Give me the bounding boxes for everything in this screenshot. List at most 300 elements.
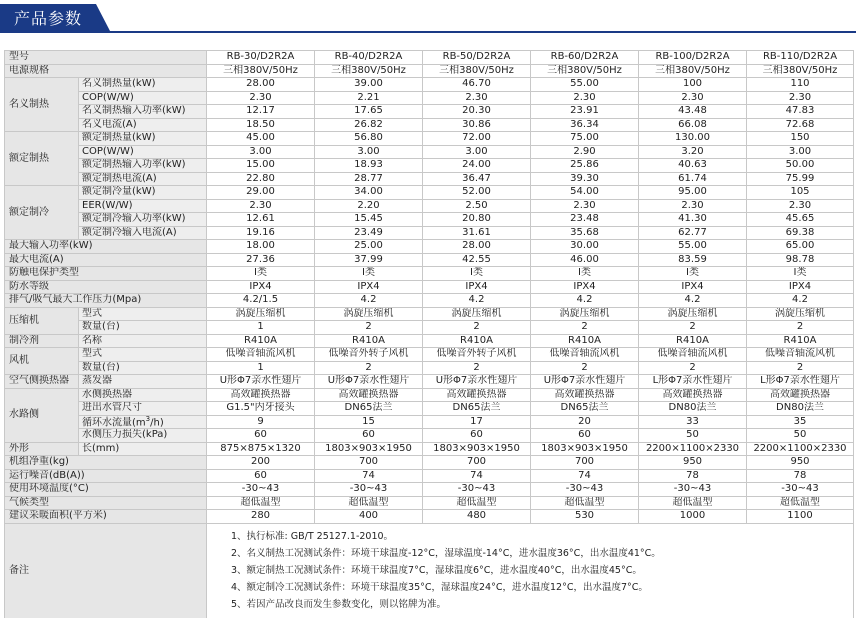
spec-value: 20.80: [423, 213, 531, 227]
spec-value: 2.30: [747, 91, 854, 105]
spec-value: L形Φ7亲水性翅片: [639, 375, 747, 389]
spec-value: 66.08: [639, 118, 747, 132]
spec-value: 60: [423, 429, 531, 443]
spec-value: 50: [747, 429, 854, 443]
spec-row: [5, 496, 854, 510]
spec-value: RB-40/D2R2A: [315, 51, 423, 65]
spec-value: 50.00: [747, 159, 854, 173]
spec-value: 480: [423, 510, 531, 524]
perf-group-2-label: 额定制冷: [5, 186, 79, 240]
spec-value: 35.68: [531, 226, 639, 240]
spec-value: 2.30: [207, 91, 315, 105]
spec-value: 100: [639, 78, 747, 92]
spec-value: I类: [315, 267, 423, 281]
spec-value: 3.00: [423, 145, 531, 159]
spec-value: 98.78: [747, 253, 854, 267]
perf-group-0-label: 名义制热: [5, 78, 79, 132]
spec-value: 23.91: [531, 105, 639, 119]
spec-value: 74: [315, 469, 423, 483]
row-label: 运行噪音(dB(A)): [5, 469, 207, 483]
spec-value: 37.99: [315, 253, 423, 267]
spec-value: 23.48: [531, 213, 639, 227]
spec-value: 2: [531, 321, 639, 335]
spec-value: 20: [531, 415, 639, 429]
spec-value: 75.00: [531, 132, 639, 146]
spec-value: -30~43: [747, 483, 854, 497]
spec-value: 33: [639, 415, 747, 429]
water-side-group-label: 水路侧: [5, 388, 79, 442]
title-underline: [0, 31, 856, 33]
row-label: 数量(台): [79, 361, 207, 375]
model-row: [5, 51, 854, 65]
spec-row: [5, 267, 854, 281]
spec-value: 超低温型: [207, 496, 315, 510]
spec-value: 2.30: [531, 91, 639, 105]
spec-value: 18.00: [207, 240, 315, 254]
spec-value: 42.55: [423, 253, 531, 267]
spec-value: 28.00: [423, 240, 531, 254]
row-label: COP(W/W): [79, 91, 207, 105]
perf-group-2-row: [5, 226, 854, 240]
spec-row: [5, 483, 854, 497]
spec-value: 高效罐换热器: [315, 388, 423, 402]
row-label: 最大输入功率(kW): [5, 240, 207, 254]
perf-group-1-label: 额定制热: [5, 132, 79, 186]
spec-value: 55.00: [639, 240, 747, 254]
spec-value: 2.30: [747, 199, 854, 213]
spec-value: 280: [207, 510, 315, 524]
spec-value: 28.00: [207, 78, 315, 92]
spec-value: RB-50/D2R2A: [423, 51, 531, 65]
spec-value: 2: [639, 361, 747, 375]
spec-value: 17: [423, 415, 531, 429]
spec-value: 875×875×1320: [207, 442, 315, 456]
spec-value: RB-30/D2R2A: [207, 51, 315, 65]
spec-row: [5, 510, 854, 524]
water-side-group-row: [5, 402, 854, 416]
spec-value: 74: [531, 469, 639, 483]
spec-value: 530: [531, 510, 639, 524]
spec-value: IPX4: [423, 280, 531, 294]
spec-value: 28.77: [315, 172, 423, 186]
row-label-sup: 3: [145, 415, 151, 423]
row-label: EER(W/W): [79, 199, 207, 213]
spec-value: 60: [207, 429, 315, 443]
spec-value: DN65法兰: [315, 402, 423, 416]
spec-value: 25.00: [315, 240, 423, 254]
spec-value: 130.00: [639, 132, 747, 146]
spec-value: 2: [531, 361, 639, 375]
spec-value: 2: [639, 321, 747, 335]
row-label: 排气/吸气最大工作压力(Mpa): [5, 294, 207, 308]
spec-value: 2.30: [639, 199, 747, 213]
spec-value: 78: [639, 469, 747, 483]
spec-row: [5, 469, 854, 483]
row-label: 防水等级: [5, 280, 207, 294]
compressor-group-row: [5, 307, 854, 321]
spec-value: 60: [315, 429, 423, 443]
spec-value: 18.93: [315, 159, 423, 173]
spec-value: G1.5"内牙接头: [207, 402, 315, 416]
section-title: 产品参数: [14, 9, 83, 28]
spec-value: 12.17: [207, 105, 315, 119]
spec-value: RB-60/D2R2A: [531, 51, 639, 65]
spec-value: -30~43: [207, 483, 315, 497]
spec-value: 高效罐换热器: [207, 388, 315, 402]
spec-value: 36.47: [423, 172, 531, 186]
spec-value: 三相380V/50Hz: [207, 64, 315, 78]
row-label: 水侧换热器: [79, 388, 207, 402]
spec-value: 35: [747, 415, 854, 429]
spec-value: 50: [639, 429, 747, 443]
spec-value: 31.61: [423, 226, 531, 240]
spec-value: IPX4: [207, 280, 315, 294]
spec-value: 22.80: [207, 172, 315, 186]
row-label: 建议采暖面积(平方米): [5, 510, 207, 524]
spec-value: IPX4: [747, 280, 854, 294]
spec-value: 低噪音轴流风机: [747, 348, 854, 362]
spec-value: 三相380V/50Hz: [747, 64, 854, 78]
spec-value: 高效罐换热器: [423, 388, 531, 402]
fan-group-row: [5, 348, 854, 362]
spec-value: I类: [747, 267, 854, 281]
water-side-group-row: [5, 429, 854, 443]
row-label: COP(W/W): [79, 145, 207, 159]
spec-value: 3.20: [639, 145, 747, 159]
spec-value: 4.2: [423, 294, 531, 308]
spec-value: 超低温型: [747, 496, 854, 510]
spec-value: 29.00: [207, 186, 315, 200]
spec-value: 高效罐换热器: [531, 388, 639, 402]
spec-value: 4.2: [747, 294, 854, 308]
spec-value: 19.16: [207, 226, 315, 240]
spec-value: R410A: [639, 334, 747, 348]
spec-value: 45.65: [747, 213, 854, 227]
spec-value: 24.00: [423, 159, 531, 173]
spec-value: 17.65: [315, 105, 423, 119]
spec-value: 61.74: [639, 172, 747, 186]
spec-value: 4.2/1.5: [207, 294, 315, 308]
spec-value: 60: [531, 429, 639, 443]
spec-value: 72.00: [423, 132, 531, 146]
spec-value: 涡旋压缩机: [315, 307, 423, 321]
spec-value: 低噪音外转子风机: [315, 348, 423, 362]
spec-value: 超低温型: [423, 496, 531, 510]
spec-value: 72.68: [747, 118, 854, 132]
compressor-group-row: [5, 321, 854, 335]
spec-value: 20.30: [423, 105, 531, 119]
refrigerant-group-row: [5, 334, 854, 348]
row-label: 额定制冷输入功率(kW): [79, 213, 207, 227]
notes-row: [5, 523, 854, 618]
spec-value: 2: [315, 321, 423, 335]
spec-value: 75.99: [747, 172, 854, 186]
spec-value: R410A: [747, 334, 854, 348]
spec-value: -30~43: [639, 483, 747, 497]
spec-value: 950: [747, 456, 854, 470]
section-header: [0, 0, 856, 32]
spec-value: 超低温型: [315, 496, 423, 510]
spec-value: I类: [207, 267, 315, 281]
spec-value: 700: [315, 456, 423, 470]
spec-value: DN65法兰: [531, 402, 639, 416]
row-label: 名义制热量(kW): [79, 78, 207, 92]
spec-value: RB-100/D2R2A: [639, 51, 747, 65]
spec-value: 4.2: [315, 294, 423, 308]
spec-value: 2.30: [207, 199, 315, 213]
spec-value: 23.49: [315, 226, 423, 240]
spec-value: 65.00: [747, 240, 854, 254]
spec-value: 26.82: [315, 118, 423, 132]
spec-value: DN80法兰: [639, 402, 747, 416]
row-label: 蒸发器: [79, 375, 207, 389]
spec-row: [5, 294, 854, 308]
spec-value: 9: [207, 415, 315, 429]
row-label: 数量(台): [79, 321, 207, 335]
water-side-group-row: [5, 388, 854, 402]
row-label: 使用环境温度(°C): [5, 483, 207, 497]
refrigerant-group-label: 制冷剂: [5, 334, 79, 348]
spec-value: 超低温型: [531, 496, 639, 510]
spec-value: I类: [423, 267, 531, 281]
perf-group-2-row: [5, 199, 854, 213]
spec-row: [5, 456, 854, 470]
perf-group-1-row: [5, 159, 854, 173]
row-label: 水侧压力损失(kPa): [79, 429, 207, 443]
row-label: 额定制热输入功率(kW): [79, 159, 207, 173]
spec-value: 2.30: [639, 91, 747, 105]
row-label: 型号: [5, 51, 207, 65]
row-label: 名义电流(A): [79, 118, 207, 132]
compressor-group-label: 压缩机: [5, 307, 79, 334]
spec-value: 4.2: [531, 294, 639, 308]
water-side-group-row: [5, 415, 854, 429]
spec-value: 三相380V/50Hz: [315, 64, 423, 78]
spec-value: 2.90: [531, 145, 639, 159]
spec-value: 47.83: [747, 105, 854, 119]
spec-value: 700: [531, 456, 639, 470]
spec-value: 低噪音轴流风机: [531, 348, 639, 362]
spec-value: DN65法兰: [423, 402, 531, 416]
spec-value: 950: [639, 456, 747, 470]
note-line: 5、若因产品改良而发生参数变化，则以铭牌为准。: [231, 599, 447, 610]
spec-value: 3.00: [207, 145, 315, 159]
spec-value: 涡旋压缩机: [747, 307, 854, 321]
spec-value: 高效罐换热器: [747, 388, 854, 402]
spec-value: 150: [747, 132, 854, 146]
spec-value: 3.00: [747, 145, 854, 159]
notes-content: [207, 523, 854, 618]
spec-value: 2.21: [315, 91, 423, 105]
spec-value: 45.00: [207, 132, 315, 146]
spec-value: 30.00: [531, 240, 639, 254]
spec-value: 39.00: [315, 78, 423, 92]
spec-value: 1100: [747, 510, 854, 524]
perf-group-0-row: [5, 78, 854, 92]
row-label: 额定制冷输入电流(A): [79, 226, 207, 240]
row-label: 型式: [79, 348, 207, 362]
fan-group-label: 风机: [5, 348, 79, 375]
spec-value: 83.59: [639, 253, 747, 267]
spec-value: 2200×1100×2330: [639, 442, 747, 456]
spec-value: 1803×903×1950: [423, 442, 531, 456]
spec-value: 36.34: [531, 118, 639, 132]
spec-table: [4, 50, 854, 618]
note-line: 1、执行标准: GB/T 25127.1-2010。: [231, 531, 394, 542]
row-label: 型式: [79, 307, 207, 321]
spec-value: R410A: [207, 334, 315, 348]
perf-group-0-row: [5, 91, 854, 105]
perf-group-1-row: [5, 172, 854, 186]
spec-value: 2: [315, 361, 423, 375]
spec-value: 43.48: [639, 105, 747, 119]
spec-value: 1803×903×1950: [315, 442, 423, 456]
spec-value: 2.30: [531, 199, 639, 213]
spec-value: 12.61: [207, 213, 315, 227]
row-label: 名称: [79, 334, 207, 348]
spec-value: 41.30: [639, 213, 747, 227]
spec-value: 三相380V/50Hz: [531, 64, 639, 78]
spec-row: [5, 280, 854, 294]
spec-value: 低噪音轴流风机: [207, 348, 315, 362]
spec-value: 15.45: [315, 213, 423, 227]
spec-value: R410A: [423, 334, 531, 348]
spec-value: 低噪音外转子风机: [423, 348, 531, 362]
row-label: 额定制热电流(A): [79, 172, 207, 186]
spec-value: 超低温型: [639, 496, 747, 510]
note-line: 2、名义制热工况测试条件：环境干球温度-12°C，湿球温度-14°C，进水温度36°C，出水温度41°C。: [231, 548, 661, 559]
row-label: 机组净重(kg): [5, 456, 207, 470]
power-row: [5, 64, 854, 78]
spec-value: IPX4: [531, 280, 639, 294]
spec-value: 60: [207, 469, 315, 483]
spec-value: 30.86: [423, 118, 531, 132]
spec-value: 54.00: [531, 186, 639, 200]
spec-value: -30~43: [423, 483, 531, 497]
spec-value: 1: [207, 321, 315, 335]
spec-value: 2.30: [423, 91, 531, 105]
spec-value: L形Φ7亲水性翅片: [747, 375, 854, 389]
spec-value: -30~43: [315, 483, 423, 497]
spec-value: 1803×903×1950: [531, 442, 639, 456]
spec-value: 2.50: [423, 199, 531, 213]
spec-value: 2: [423, 321, 531, 335]
spec-value: 34.00: [315, 186, 423, 200]
row-label-text: 循环水流量(m: [82, 416, 146, 428]
spec-value: 110: [747, 78, 854, 92]
spec-value: 74: [423, 469, 531, 483]
spec-value: 2: [423, 361, 531, 375]
spec-value: 2.20: [315, 199, 423, 213]
spec-value: -30~43: [531, 483, 639, 497]
spec-value: IPX4: [315, 280, 423, 294]
spec-value: 39.30: [531, 172, 639, 186]
note-line: 4、额定制冷工况测试条件：环境干球温度35°C，湿球温度24°C，进水温度12°C，出水温度7°C。: [231, 582, 648, 593]
spec-value: 62.77: [639, 226, 747, 240]
row-label: 气候类型: [5, 496, 207, 510]
spec-value: U形Φ7亲水性翅片: [423, 375, 531, 389]
spec-value: U形Φ7亲水性翅片: [531, 375, 639, 389]
perf-group-1-row: [5, 132, 854, 146]
spec-value: 2: [747, 361, 854, 375]
spec-value: 46.70: [423, 78, 531, 92]
spec-value: DN80法兰: [747, 402, 854, 416]
row-label-tail: /h): [150, 416, 164, 428]
spec-value: 78: [747, 469, 854, 483]
spec-value: 三相380V/50Hz: [423, 64, 531, 78]
row-label: 长(mm): [79, 442, 207, 456]
spec-value: 1: [207, 361, 315, 375]
spec-value: 高效罐换热器: [639, 388, 747, 402]
perf-group-2-row: [5, 186, 854, 200]
spec-value: 69.38: [747, 226, 854, 240]
fan-group-row: [5, 361, 854, 375]
spec-value: 涡旋压缩机: [423, 307, 531, 321]
spec-value: 三相380V/50Hz: [639, 64, 747, 78]
spec-row: [5, 240, 854, 254]
spec-value: 涡旋压缩机: [207, 307, 315, 321]
row-label: 额定制热量(kW): [79, 132, 207, 146]
spec-value: RB-110/D2R2A: [747, 51, 854, 65]
spec-value: 105: [747, 186, 854, 200]
spec-value: 40.63: [639, 159, 747, 173]
spec-value: 56.80: [315, 132, 423, 146]
spec-value: I类: [531, 267, 639, 281]
spec-value: 2200×1100×2330: [747, 442, 854, 456]
spec-value: 15: [315, 415, 423, 429]
spec-value: R410A: [315, 334, 423, 348]
row-label: 名义制热输入功率(kW): [79, 105, 207, 119]
row-label: 防触电保护类型: [5, 267, 207, 281]
spec-row: [5, 253, 854, 267]
spec-value: 18.50: [207, 118, 315, 132]
spec-value: 15.00: [207, 159, 315, 173]
spec-value: 700: [423, 456, 531, 470]
spec-value: 4.2: [639, 294, 747, 308]
spec-value: U形Φ7亲水性翅片: [207, 375, 315, 389]
outline-group-label: 外形: [5, 442, 79, 456]
air-side-group-row: [5, 375, 854, 389]
spec-value: 1000: [639, 510, 747, 524]
spec-value: 25.86: [531, 159, 639, 173]
note-line: 3、额定制热工况测试条件：环境干球温度7°C，湿球温度6°C，进水温度40°C，出水温度45°C。: [231, 565, 642, 576]
row-label: [79, 415, 207, 429]
spec-value: 27.36: [207, 253, 315, 267]
spec-value: I类: [639, 267, 747, 281]
row-label: 进出水管尺寸: [79, 402, 207, 416]
row-label: 最大电流(A): [5, 253, 207, 267]
notes-label: 备注: [5, 523, 207, 618]
spec-value: U形Φ7亲水性翅片: [315, 375, 423, 389]
row-label: 电源规格: [5, 64, 207, 78]
perf-group-1-row: [5, 145, 854, 159]
air-side-group-label: 空气侧换热器: [5, 375, 79, 389]
spec-value: 低噪音轴流风机: [639, 348, 747, 362]
spec-value: 52.00: [423, 186, 531, 200]
spec-value: IPX4: [639, 280, 747, 294]
spec-value: R410A: [531, 334, 639, 348]
perf-group-2-row: [5, 213, 854, 227]
spec-value: 55.00: [531, 78, 639, 92]
perf-group-0-row: [5, 118, 854, 132]
spec-value: 涡旋压缩机: [531, 307, 639, 321]
row-label: 额定制冷量(kW): [79, 186, 207, 200]
spec-value: 400: [315, 510, 423, 524]
spec-value: 3.00: [315, 145, 423, 159]
perf-group-0-row: [5, 105, 854, 119]
outline-group-row: [5, 442, 854, 456]
spec-value: 200: [207, 456, 315, 470]
